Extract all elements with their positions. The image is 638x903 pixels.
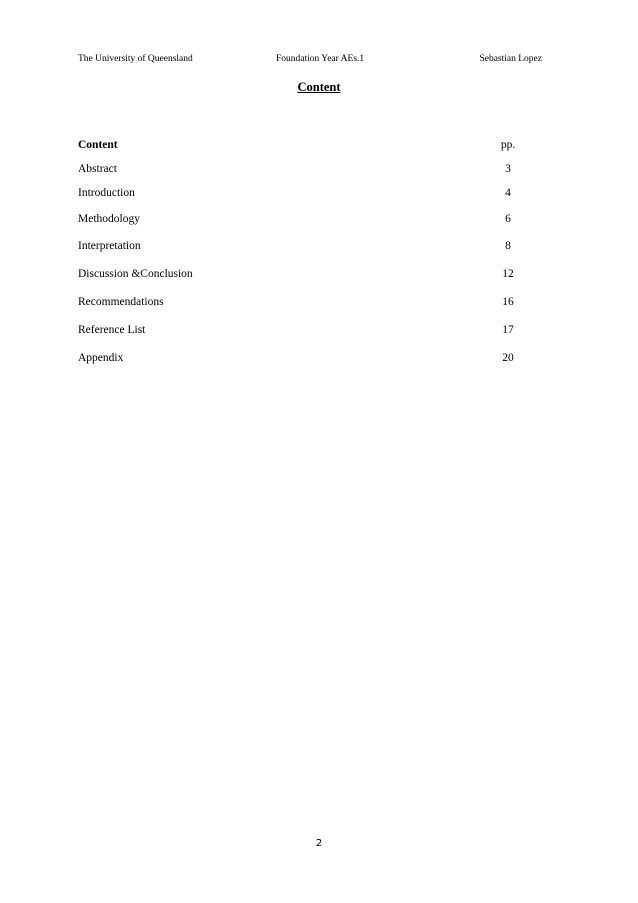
page-number: 2 xyxy=(315,838,323,849)
toc-entry-page: 16 xyxy=(502,296,514,308)
toc-entry-page: 6 xyxy=(505,213,511,225)
toc-heading-label: Content xyxy=(78,139,118,151)
toc-entry-page: 12 xyxy=(502,268,514,280)
toc-entry-page: 4 xyxy=(505,187,511,199)
toc-entry-label: Introduction xyxy=(78,187,135,199)
toc-entry-page: 3 xyxy=(505,163,511,175)
toc-heading-row xyxy=(78,139,528,155)
toc-entry xyxy=(78,240,528,256)
page-title xyxy=(0,80,638,95)
header-course: Foundation Year AEs.1 xyxy=(276,54,365,64)
toc-entry-label: Interpretation xyxy=(78,240,141,252)
toc-entry xyxy=(78,187,528,203)
toc-entry-label: Recommendations xyxy=(78,296,164,308)
page-title-text: Content xyxy=(297,80,341,94)
toc-entry xyxy=(78,163,528,179)
toc-entry xyxy=(78,213,528,229)
page-header xyxy=(78,54,542,68)
toc-entry xyxy=(78,352,528,368)
toc-entry-page: 20 xyxy=(502,352,514,364)
toc-entry-label: Appendix xyxy=(78,352,124,364)
toc-entry xyxy=(78,296,528,312)
toc-entry-label: Discussion &Conclusion xyxy=(78,268,193,280)
toc-entry-page: 17 xyxy=(502,324,514,336)
header-author: Sebastian Lopez xyxy=(479,54,542,64)
toc-heading-page: pp. xyxy=(500,139,516,151)
header-institution: The University of Queensland xyxy=(78,54,193,64)
toc-entry-label: Abstract xyxy=(78,163,117,175)
toc-entry xyxy=(78,268,528,284)
toc-entry-page: 8 xyxy=(505,240,511,252)
toc-entry-label: Methodology xyxy=(78,213,140,225)
toc-entry-label: Reference List xyxy=(78,324,146,336)
toc-entry xyxy=(78,324,528,340)
